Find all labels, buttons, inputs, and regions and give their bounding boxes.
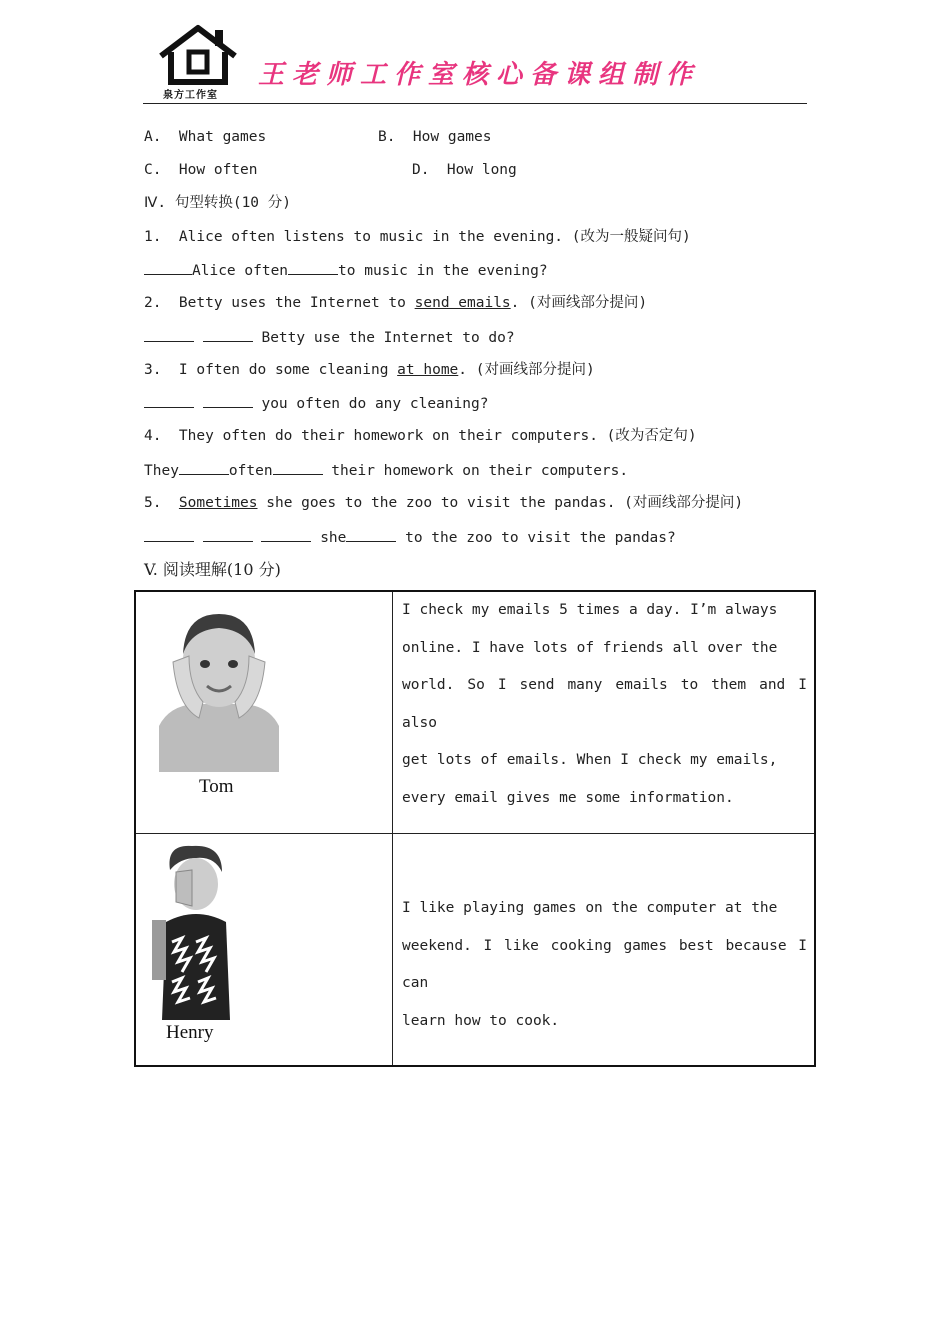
answer-blank[interactable] [144,527,194,542]
answer-blank[interactable] [261,527,311,542]
option-d: D. How long [412,162,517,178]
question-3-answer: you often do any cleaning? [144,393,488,414]
answer-blank[interactable] [144,327,194,342]
henry-name-label: Henry [166,1022,214,1043]
tom-name-label: Tom [199,776,234,797]
option-a: A. What games [144,129,267,145]
question-2-prompt: 2. Betty uses the Internet to send emails. (对画线部分提问) [144,295,648,311]
row-divider [136,833,814,834]
reading-table [134,590,816,1067]
question-1-answer: Alice often to music in the evening? [144,260,548,281]
question-4-answer: They often their homework on their computers. [144,460,628,481]
question-2-answer: Betty use the Internet to do? [144,327,515,348]
answer-blank[interactable] [144,393,194,408]
question-5-answer: she to the zoo to visit the pandas? [144,527,676,548]
column-divider [392,592,393,1065]
tom-photo [159,606,279,772]
answer-blank[interactable] [179,460,229,475]
tom-passage: I check my emails 5 times a day. I’m always online. I have lots of friends all over the world. So I send many emails to them and I also get lots of emails. When I check my emails, every email gives me some information. [402,602,807,806]
question-1-prompt: 1. Alice often listens to music in the evening. (改为一般疑问句) [144,229,691,245]
underlined-phrase: send emails [414,295,511,311]
answer-blank[interactable] [288,260,338,275]
question-4-prompt: 4. They often do their homework on their computers. (改为否定句) [144,428,697,444]
section-5-title: V. 阅读理解(10 分) [144,560,281,579]
answer-blank[interactable] [273,460,323,475]
logo-caption: 泉方工作室 [163,90,218,101]
underlined-phrase: at home [397,362,459,378]
answer-blank[interactable] [144,260,192,275]
brand-title: 王老师工作室核心备课组制作 [258,60,701,90]
option-b: B. How games [378,129,492,145]
question-5-prompt: 5. Sometimes she goes to the zoo to visit the pandas. (对画线部分提问) [144,495,744,511]
option-c: C. How often [144,162,258,178]
underlined-phrase: Sometimes [178,495,258,511]
henry-photo [152,842,234,1022]
question-3-prompt: 3. I often do some cleaning at home. (对画线部分提问) [144,362,595,378]
page-header [143,22,807,106]
answer-blank[interactable] [346,527,396,542]
henry-passage: I like playing games on the computer at the weekend. I like cooking games best because I can learn how to cook. [402,900,807,1029]
header-divider [143,103,807,104]
answer-blank[interactable] [203,527,253,542]
answer-blank[interactable] [203,393,253,408]
section-4-title: Ⅳ. 句型转换(10 分) [144,195,291,211]
answer-blank[interactable] [203,327,253,342]
